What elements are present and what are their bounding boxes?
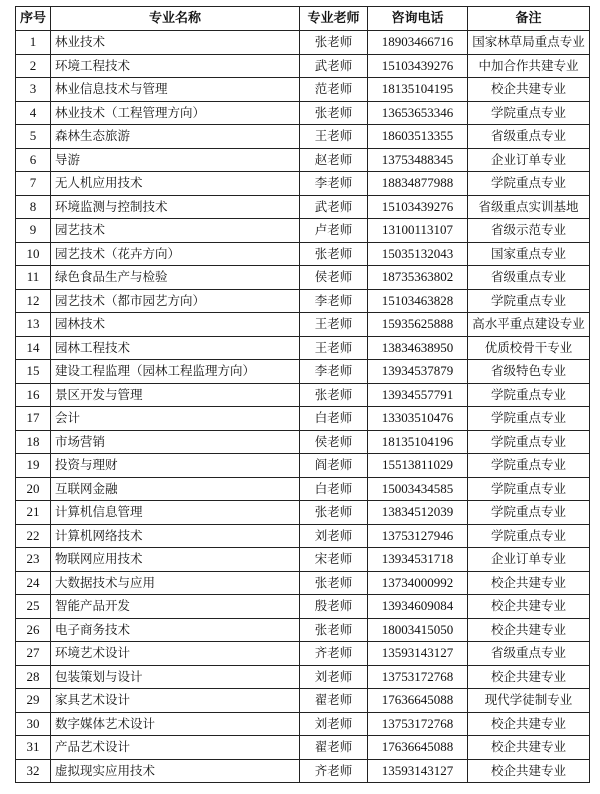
row-teacher: 侯老师 [300,266,368,290]
row-teacher: 侯老师 [300,430,368,454]
row-phone: 13834638950 [368,336,468,360]
row-major-name: 会计 [51,407,300,431]
row-serial-number: 14 [16,336,51,360]
row-serial-number: 19 [16,454,51,478]
row-serial-number: 18 [16,430,51,454]
row-major-name: 包装策划与设计 [51,665,300,689]
row-serial-number: 8 [16,195,51,219]
row-serial-number: 21 [16,501,51,525]
row-note: 学院重点专业 [468,524,590,548]
row-serial-number: 12 [16,289,51,313]
row-serial-number: 13 [16,313,51,337]
table-row [16,407,590,431]
row-major-name: 绿色食品生产与检验 [51,266,300,290]
row-phone: 15935625888 [368,313,468,337]
table-row [16,689,590,713]
row-major-name: 市场营销 [51,430,300,454]
row-major-name: 林业技术 [51,31,300,55]
row-phone: 13593143127 [368,642,468,666]
row-note: 省级重点专业 [468,642,590,666]
row-phone: 13934557791 [368,383,468,407]
row-serial-number: 16 [16,383,51,407]
table-row [16,266,590,290]
row-major-name: 投资与理财 [51,454,300,478]
table-row [16,313,590,337]
row-phone: 18735363802 [368,266,468,290]
row-note: 校企共建专业 [468,712,590,736]
row-teacher: 张老师 [300,571,368,595]
row-phone: 17636645088 [368,689,468,713]
table-row [16,618,590,642]
row-teacher: 刘老师 [300,665,368,689]
row-serial-number: 30 [16,712,51,736]
row-phone: 15103439276 [368,54,468,78]
row-teacher: 卢老师 [300,219,368,243]
row-phone: 18003415050 [368,618,468,642]
row-major-name: 大数据技术与应用 [51,571,300,595]
row-major-name: 数字媒体艺术设计 [51,712,300,736]
row-major-name: 园艺技术 [51,219,300,243]
table-row [16,360,590,384]
table-row [16,571,590,595]
row-serial-number: 15 [16,360,51,384]
row-phone: 13934609084 [368,595,468,619]
table-row [16,548,590,572]
row-major-name: 导游 [51,148,300,172]
majors-table-container [15,6,589,783]
table-row [16,195,590,219]
header-phone: 咨询电话 [368,7,468,31]
row-phone: 18135104196 [368,430,468,454]
row-phone: 13834512039 [368,501,468,525]
row-note: 学院重点专业 [468,172,590,196]
row-note: 国家重点专业 [468,242,590,266]
row-teacher: 王老师 [300,125,368,149]
row-phone: 13753172768 [368,712,468,736]
row-phone: 18903466716 [368,31,468,55]
table-row [16,477,590,501]
row-phone: 15003434585 [368,477,468,501]
row-major-name: 园艺技术（花卉方向） [51,242,300,266]
row-major-name: 园艺技术（都市园艺方向） [51,289,300,313]
row-major-name: 园林工程技术 [51,336,300,360]
header-teacher: 专业老师 [300,7,368,31]
table-row [16,759,590,783]
row-serial-number: 20 [16,477,51,501]
row-note: 企业订单专业 [468,148,590,172]
row-teacher: 武老师 [300,54,368,78]
row-serial-number: 7 [16,172,51,196]
row-phone: 18135104195 [368,78,468,102]
row-serial-number: 27 [16,642,51,666]
row-note: 学院重点专业 [468,477,590,501]
row-note: 校企共建专业 [468,759,590,783]
row-phone: 18603513355 [368,125,468,149]
row-note: 国家林草局重点专业 [468,31,590,55]
row-serial-number: 9 [16,219,51,243]
row-teacher: 齐老师 [300,642,368,666]
row-teacher: 王老师 [300,336,368,360]
table-row [16,289,590,313]
row-serial-number: 5 [16,125,51,149]
row-teacher: 武老师 [300,195,368,219]
row-teacher: 李老师 [300,360,368,384]
row-serial-number: 10 [16,242,51,266]
row-serial-number: 22 [16,524,51,548]
row-note: 学院重点专业 [468,289,590,313]
row-note: 省级特色专业 [468,360,590,384]
row-teacher: 翟老师 [300,736,368,760]
row-phone: 13653653346 [368,101,468,125]
row-phone: 15103439276 [368,195,468,219]
table-row [16,736,590,760]
row-major-name: 森林生态旅游 [51,125,300,149]
table-row [16,712,590,736]
row-note: 高水平重点建设专业 [468,313,590,337]
row-serial-number: 28 [16,665,51,689]
row-teacher: 齐老师 [300,759,368,783]
row-note: 中加合作共建专业 [468,54,590,78]
table-row [16,642,590,666]
row-phone: 13753488345 [368,148,468,172]
row-note: 学院重点专业 [468,501,590,525]
row-note: 省级示范专业 [468,219,590,243]
row-note: 学院重点专业 [468,430,590,454]
row-note: 学院重点专业 [468,454,590,478]
row-phone: 13100113107 [368,219,468,243]
row-teacher: 阎老师 [300,454,368,478]
row-serial-number: 4 [16,101,51,125]
row-teacher: 宋老师 [300,548,368,572]
table-header [16,7,590,31]
row-teacher: 殷老师 [300,595,368,619]
row-major-name: 虚拟现实应用技术 [51,759,300,783]
row-major-name: 景区开发与管理 [51,383,300,407]
table-row [16,501,590,525]
row-teacher: 赵老师 [300,148,368,172]
row-note: 优质校骨干专业 [468,336,590,360]
row-teacher: 范老师 [300,78,368,102]
row-major-name: 智能产品开发 [51,595,300,619]
row-teacher: 王老师 [300,313,368,337]
row-teacher: 张老师 [300,618,368,642]
table-row [16,31,590,55]
row-phone: 15035132043 [368,242,468,266]
table-row [16,383,590,407]
header-note: 备注 [468,7,590,31]
table-row [16,54,590,78]
table-row [16,665,590,689]
row-major-name: 物联网应用技术 [51,548,300,572]
row-serial-number: 25 [16,595,51,619]
row-note: 校企共建专业 [468,618,590,642]
row-note: 校企共建专业 [468,78,590,102]
row-teacher: 张老师 [300,501,368,525]
row-note: 校企共建专业 [468,665,590,689]
row-teacher: 张老师 [300,101,368,125]
row-serial-number: 26 [16,618,51,642]
row-teacher: 白老师 [300,407,368,431]
row-note: 企业订单专业 [468,548,590,572]
row-major-name: 电子商务技术 [51,618,300,642]
row-phone: 13303510476 [368,407,468,431]
row-major-name: 无人机应用技术 [51,172,300,196]
row-teacher: 李老师 [300,172,368,196]
header-row [16,7,590,31]
row-teacher: 李老师 [300,289,368,313]
table-row [16,172,590,196]
row-note: 省级重点专业 [468,266,590,290]
row-major-name: 计算机网络技术 [51,524,300,548]
row-serial-number: 29 [16,689,51,713]
row-teacher: 刘老师 [300,712,368,736]
row-serial-number: 1 [16,31,51,55]
row-teacher: 张老师 [300,31,368,55]
row-note: 校企共建专业 [468,571,590,595]
row-phone: 13593143127 [368,759,468,783]
row-note: 学院重点专业 [468,101,590,125]
majors-table [15,6,590,783]
row-note: 校企共建专业 [468,595,590,619]
row-phone: 13934531718 [368,548,468,572]
row-major-name: 产品艺术设计 [51,736,300,760]
row-phone: 17636645088 [368,736,468,760]
row-major-name: 林业技术（工程管理方向） [51,101,300,125]
row-serial-number: 2 [16,54,51,78]
row-teacher: 张老师 [300,383,368,407]
row-phone: 15103463828 [368,289,468,313]
row-major-name: 林业信息技术与管理 [51,78,300,102]
row-note: 校企共建专业 [468,736,590,760]
table-row [16,78,590,102]
table-row [16,125,590,149]
row-serial-number: 24 [16,571,51,595]
row-major-name: 互联网金融 [51,477,300,501]
row-note: 现代学徒制专业 [468,689,590,713]
row-phone: 13734000992 [368,571,468,595]
table-row [16,148,590,172]
row-serial-number: 17 [16,407,51,431]
row-major-name: 环境监测与控制技术 [51,195,300,219]
row-major-name: 环境工程技术 [51,54,300,78]
table-row [16,430,590,454]
row-note: 省级重点专业 [468,125,590,149]
row-phone: 15513811029 [368,454,468,478]
row-serial-number: 23 [16,548,51,572]
row-phone: 13753127946 [368,524,468,548]
row-serial-number: 32 [16,759,51,783]
table-row [16,219,590,243]
table-body [16,31,590,783]
table-row [16,242,590,266]
row-teacher: 张老师 [300,242,368,266]
row-major-name: 环境艺术设计 [51,642,300,666]
table-row [16,336,590,360]
row-note: 学院重点专业 [468,407,590,431]
row-teacher: 白老师 [300,477,368,501]
row-phone: 18834877988 [368,172,468,196]
row-serial-number: 31 [16,736,51,760]
row-major-name: 园林技术 [51,313,300,337]
table-row [16,595,590,619]
row-serial-number: 6 [16,148,51,172]
header-major-name: 专业名称 [51,7,300,31]
row-major-name: 家具艺术设计 [51,689,300,713]
row-serial-number: 11 [16,266,51,290]
table-row [16,524,590,548]
row-teacher: 刘老师 [300,524,368,548]
row-major-name: 计算机信息管理 [51,501,300,525]
row-phone: 13934537879 [368,360,468,384]
header-serial-number: 序号 [16,7,51,31]
row-serial-number: 3 [16,78,51,102]
row-note: 学院重点专业 [468,383,590,407]
row-phone: 13753172768 [368,665,468,689]
table-row [16,101,590,125]
row-teacher: 翟老师 [300,689,368,713]
table-row [16,454,590,478]
row-note: 省级重点实训基地 [468,195,590,219]
row-major-name: 建设工程监理（园林工程监理方向） [51,360,300,384]
